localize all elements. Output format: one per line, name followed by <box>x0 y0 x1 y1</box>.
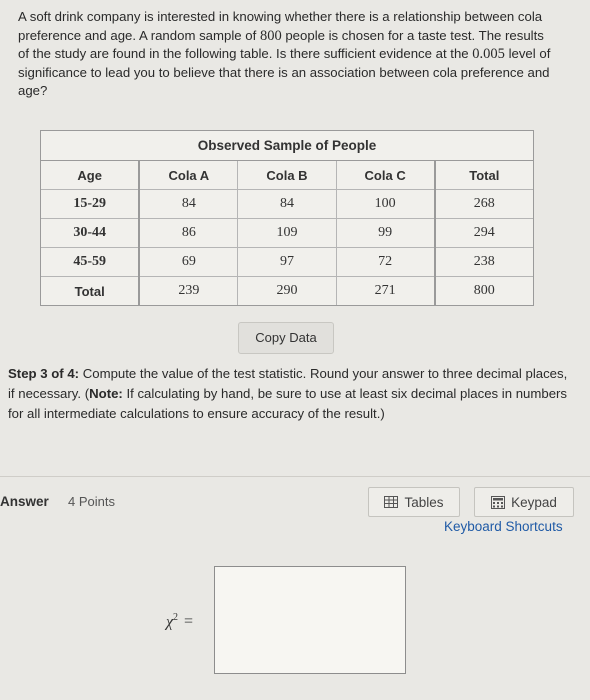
table-header-row <box>41 161 533 190</box>
table-cell: 268 <box>435 190 533 219</box>
step-label: Step 3 of 4: <box>8 366 80 381</box>
keypad-button[interactable] <box>474 487 574 517</box>
header-cola-b: Cola B <box>238 161 336 190</box>
table-cell: 100 <box>336 190 434 219</box>
row-label: 30-44 <box>41 219 139 248</box>
chi-square-label: $\chi^2$ = <box>166 612 194 631</box>
row-label: 45-59 <box>41 248 139 277</box>
note-label: Note: <box>89 386 123 401</box>
points-label: 4 Points <box>68 494 115 509</box>
header-total: Total <box>435 161 533 190</box>
table-row <box>41 190 533 219</box>
keypad-button-label: Keypad <box>511 494 557 510</box>
keyboard-shortcuts-link[interactable]: Keyboard Shortcuts <box>444 519 563 534</box>
data-table <box>41 161 533 305</box>
header-cola-c: Cola C <box>336 161 434 190</box>
tables-button-label: Tables <box>404 494 444 510</box>
header-cola-a: Cola A <box>139 161 237 190</box>
table-cell: 99 <box>336 219 434 248</box>
table-cell: 97 <box>238 248 336 277</box>
keypad-icon <box>491 496 505 509</box>
row-label: Total <box>41 277 139 306</box>
table-cell: 84 <box>238 190 336 219</box>
header-age: Age <box>41 161 139 190</box>
copy-data-button[interactable]: Copy Data <box>238 322 334 354</box>
table-cell: 800 <box>435 277 533 306</box>
tables-button[interactable] <box>368 487 460 517</box>
table-cell: 271 <box>336 277 434 306</box>
table-cell: 84 <box>139 190 237 219</box>
table-title: Observed Sample of People <box>41 131 533 161</box>
table-cell: 72 <box>336 248 434 277</box>
row-label: 15-29 <box>41 190 139 219</box>
table-row <box>41 248 533 277</box>
table-cell: 86 <box>139 219 237 248</box>
answer-label: Answer <box>0 494 49 509</box>
table-cell: 294 <box>435 219 533 248</box>
divider <box>0 476 590 477</box>
table-row-total <box>41 277 533 306</box>
table-cell: 239 <box>139 277 237 306</box>
table-cell: 290 <box>238 277 336 306</box>
table-cell: 109 <box>238 219 336 248</box>
table-cell: 238 <box>435 248 533 277</box>
table-grid-icon <box>384 496 398 508</box>
question-text: A soft drink company is interested in knowing whether there is a relationship between cola preference and age. A random sample of 800 people is chosen for a taste test. The results of the study are found in the following table. Is there sufficient evidence at the 0.005 level of significance to lead you to believe that there is an association between cola preference and age? <box>18 9 551 98</box>
observed-table <box>40 130 534 306</box>
answer-input[interactable] <box>214 566 406 674</box>
table-cell: 69 <box>139 248 237 277</box>
table-row <box>41 219 533 248</box>
step-instructions: Step 3 of 4: Compute the value of the test statistic. Round your answer to three decimal places, if necessary. (Note: If calculating by hand, be sure to use at least six decimal places in numbers for all intermediate calculations to ensure accuracy of the result.) <box>8 366 568 421</box>
